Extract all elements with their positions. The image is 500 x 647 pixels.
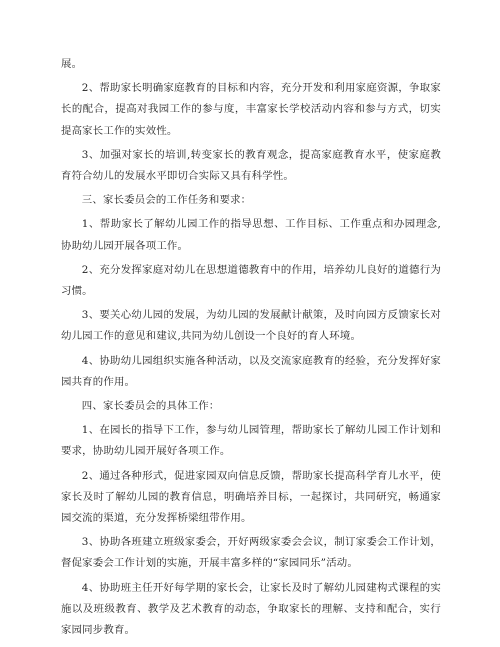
paragraph-task-item-3: 3、要关心幼儿园的发展，为幼儿园的发展献计献策，及时向园方反馈家长对幼儿园工作的意见和建议,共同为幼儿创设一个良好的育人环境。 bbox=[61, 309, 441, 343]
paragraph-continuation: 展。 bbox=[61, 58, 83, 70]
section-heading-tasks: 三、家长委员会的工作任务和要求： bbox=[81, 194, 252, 207]
paragraph-work-item-3: 3、协助各班建立班级家委会，开好两级家委会会议，制订家委会工作计划，督促家委会工作计划的实施，开展丰富多样的“家园同乐”活动。 bbox=[61, 536, 441, 570]
paragraph-work-item-1: 1、在园长的指导下工作，参与幼儿园管理，帮助家长了解幼儿园工作计划和要求，协助幼儿园开展好各项工作。 bbox=[61, 424, 441, 458]
paragraph-goal-item-2: 2、帮助家长明确家庭教育的目标和内容，充分开发和利用家庭资源，争取家长的配合，提高对我园工作的参与度，丰富家长学校活动内容和参与方式，切实提高家长工作的实效性。 bbox=[61, 82, 441, 137]
paragraph-work-item-2: 2、通过各种形式，促进家园双向信息反馈，帮助家长提高科学育儿水平，使家长及时了解幼儿园的教育信息，明确培养目标，一起探讨，共同研究，畅通家园交流的渠道，充分发挥桥梁纽带作用。 bbox=[61, 469, 441, 525]
section-heading-work: 四、家长委员会的具体工作： bbox=[81, 400, 220, 413]
paragraph-task-item-1: 1、帮助家长了解幼儿园工作的指导思想、工作目标、工作重点和办园理念,协助幼儿园开展各项工作。 bbox=[61, 218, 441, 252]
paragraph-work-item-4: 4、协助班主任开好每学期的家长会，让家长及时了解幼儿园建构式课程的实施以及班级教育、教学及艺术教育的动态，争取家长的理解、支持和配合，实行家园同步教育。 bbox=[61, 581, 441, 637]
document-body bbox=[61, 54, 441, 644]
paragraph-task-item-2: 2、充分发挥家庭对幼儿在思想道德教育中的作用，培养幼儿良好的道德行为习惯。 bbox=[61, 263, 441, 298]
paragraph-goal-item-3: 3、加强对家长的培训,转变家长的教育观念，提高家庭教育水平，使家庭教育符合幼儿的发展水平即切合实际又具有科学性。 bbox=[61, 148, 441, 183]
paragraph-task-item-4: 4、协助幼儿园组织实施各种活动，以及交流家庭教育的经验，充分发挥好家园共育的作用。 bbox=[61, 354, 441, 388]
